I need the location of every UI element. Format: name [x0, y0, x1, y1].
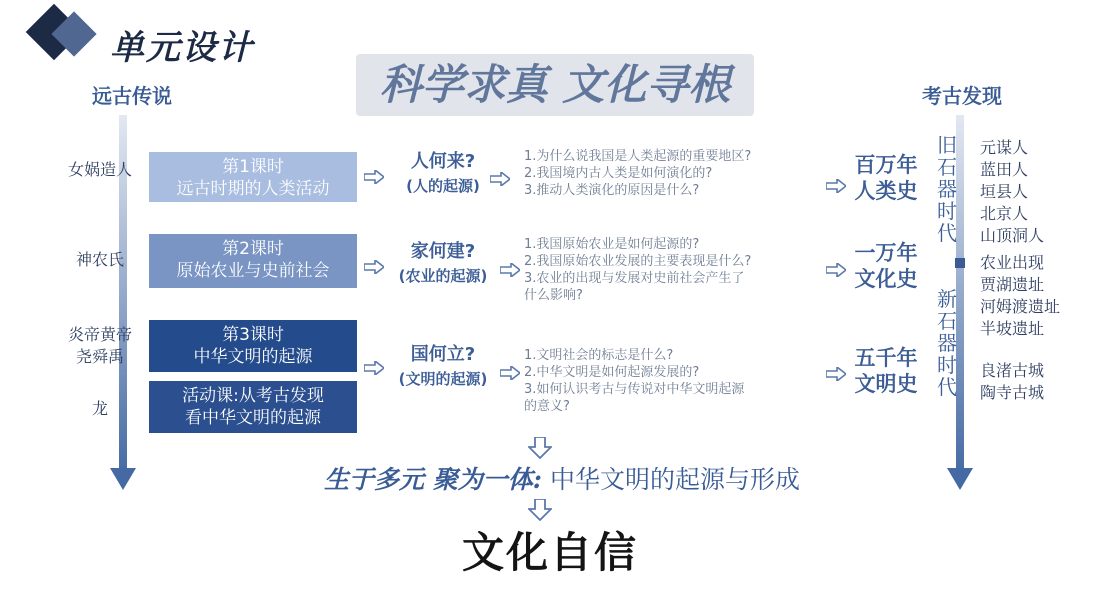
down-arrow-icon	[528, 499, 552, 521]
legend-item: 尧舜禹	[75, 347, 124, 366]
archaeology-heading: 考古发现	[922, 84, 1002, 108]
legend-item: 神农氏	[75, 250, 124, 269]
question-item: 3.农业的出现与发展对史前社会产生了	[524, 271, 745, 286]
site-item: 蓝田人	[980, 160, 1029, 179]
site-item: 半坡遗址	[980, 319, 1045, 338]
site-item: 北京人	[980, 204, 1029, 223]
slogan-calligraphy: 生于多元 聚为一体:	[324, 465, 542, 494]
legends-heading: 远古传说	[92, 84, 172, 108]
activity-lesson-box	[149, 381, 357, 433]
site-item: 农业出现	[980, 253, 1045, 272]
question-subtitle: (文明的起源)	[398, 370, 488, 388]
era-line: 文化史	[854, 267, 918, 291]
lesson-2-box	[149, 234, 357, 288]
right-arrow-icon	[826, 179, 846, 193]
era-line: 人类史	[854, 179, 918, 203]
site-item: 陶寺古城	[980, 383, 1045, 402]
era-line: 文明史	[854, 372, 918, 396]
era-label-3	[846, 345, 926, 397]
question-subtitle: (农业的起源)	[398, 267, 488, 285]
era-line: 五千年	[854, 346, 918, 370]
neolithic-sites-b	[980, 360, 1090, 404]
question-text: 国何立?	[410, 344, 476, 365]
era-label-2	[846, 240, 926, 292]
right-arrow-icon	[826, 367, 846, 381]
down-arrow-icon	[528, 437, 552, 459]
lesson-2-question	[378, 240, 508, 288]
lesson-number: 第2课时	[222, 239, 284, 259]
period-divider-marker	[955, 258, 965, 268]
question-text: 人何来?	[410, 151, 476, 172]
slogan-text: 中华文明的起源与形成	[549, 465, 800, 494]
legend-item: 龙	[91, 399, 108, 418]
era-line: 一万年	[854, 241, 918, 265]
site-item: 山顶洞人	[980, 226, 1045, 245]
lesson-1-box	[149, 152, 357, 202]
legend-item: 炎帝黄帝	[67, 325, 132, 344]
conclusion-title: 文化自信	[461, 528, 638, 577]
lesson-3-box	[149, 320, 357, 372]
lesson-3-question-list	[524, 347, 814, 415]
synthesis-slogan	[262, 460, 862, 496]
motto-banner: 科学求真 文化寻根	[356, 54, 754, 116]
site-item: 垣县人	[980, 182, 1029, 201]
legend-item: 女娲造人	[67, 160, 132, 179]
right-arrow-icon	[500, 366, 520, 380]
question-item: 1.文明社会的标志是什么?	[524, 348, 674, 363]
question-subtitle: (人的起源)	[406, 177, 480, 195]
site-item: 元谋人	[980, 138, 1029, 157]
right-arrow-icon	[490, 172, 510, 186]
site-item: 河姆渡遗址	[980, 297, 1061, 316]
archaeology-timeline-arrowhead	[947, 468, 973, 490]
neolithic-sites-a	[980, 252, 1090, 340]
legends-timeline-arrowhead	[110, 468, 136, 490]
paleolithic-sites	[980, 137, 1090, 247]
question-item: 什么影响?	[524, 288, 583, 303]
question-item: 2.中华文明是如何起源发展的?	[524, 365, 700, 380]
question-item: 的意义?	[524, 399, 570, 414]
right-arrow-icon	[826, 263, 846, 277]
lesson-3-question	[378, 343, 508, 391]
activity-title-line2: 看中华文明的起源	[185, 408, 321, 428]
era-line: 百万年	[854, 153, 918, 177]
lesson-number: 第3课时	[222, 325, 284, 345]
activity-title-line1: 活动课:从考古发现	[182, 386, 324, 406]
lesson-1-question	[378, 150, 508, 198]
question-item: 1.为什么说我国是人类起源的重要地区?	[524, 149, 752, 164]
lesson-title: 远古时期的人类活动	[176, 179, 330, 199]
question-item: 3.如何认识考古与传说对中华文明起源	[524, 382, 745, 397]
lesson-title: 原始农业与史前社会	[176, 261, 330, 281]
right-arrow-icon	[500, 263, 520, 277]
question-item: 2.我国原始农业发展的主要表现是什么?	[524, 254, 752, 269]
paleolithic-label: 旧石器时代	[937, 133, 957, 245]
question-item: 1.我国原始农业是如何起源的?	[524, 237, 700, 252]
neolithic-label: 新石器时代	[937, 287, 957, 399]
lesson-2-question-list	[524, 236, 814, 304]
question-item: 3.推动人类演化的原因是什么?	[524, 183, 700, 198]
lesson-number: 第1课时	[222, 157, 284, 177]
page-title: 单元设计	[110, 28, 254, 68]
site-item: 贾湖遗址	[980, 275, 1045, 294]
question-text: 家何建?	[410, 241, 476, 262]
lesson-title: 中华文明的起源	[193, 347, 313, 367]
question-item: 2.我国境内古人类是如何演化的?	[524, 166, 713, 181]
site-item: 良渚古城	[980, 361, 1045, 380]
era-label-1	[846, 152, 926, 204]
lesson-1-question-list	[524, 148, 814, 199]
